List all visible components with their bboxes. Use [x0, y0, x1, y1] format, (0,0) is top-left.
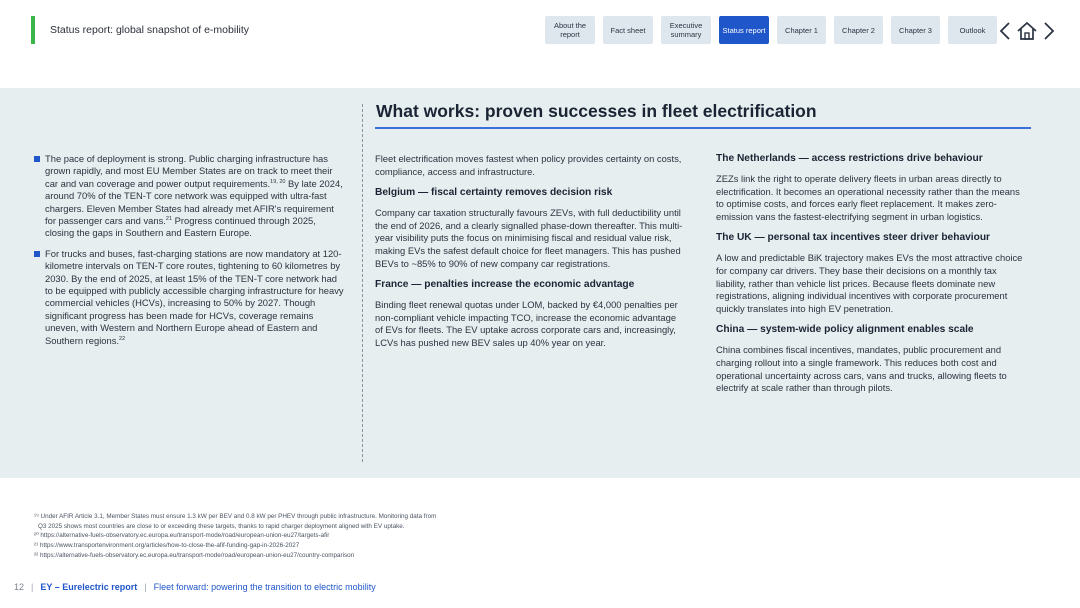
footnote-link[interactable]: ²¹ https://www.transportenvironment.org/articles/how-to-close-the-afif-funding-gap-in-2026-2027 — [34, 542, 300, 550]
nav-executive-summary[interactable]: Executive summary — [661, 16, 711, 44]
accent-bar — [31, 16, 35, 44]
page-heading: What works: proven successes in fleet electrification — [376, 101, 817, 121]
section-body-china: China combines fiscal incentives, mandates, public procurement and charging rollout into a single framework. This reduces both cost and operational uncertainty across cars, vans and trucks, allowing fleets to electrify at scale rather than through pilots. — [716, 344, 1007, 394]
chevron-right-icon[interactable] — [1042, 20, 1056, 42]
section-body-uk: A low and predictable BiK trajectory makes EVs the most attractive choice for company car drivers. They base their decisions on a monthly tax liability, rather than vehicle list prices. Because fleets dominate new registrations, aligning individual incentives with corporate procurement quickly translates into high EV penetration. — [716, 252, 1023, 314]
middle-column — [375, 153, 683, 359]
footer-subtitle: Fleet forward: powering the transition to electric mobility — [153, 582, 376, 592]
footnotes — [34, 513, 524, 562]
nav-fact-sheet[interactable]: Fact sheet — [603, 16, 653, 44]
nav-chapter-3[interactable]: Chapter 3 — [891, 16, 940, 44]
section-body-france: Binding fleet renewal quotas under LOM, backed by €4,000 penalties per non-compliant vehicle impacting TCO, increase the economic advantage of EVs for fleets. The EV uptake across corporate cars and, increasingly, LCVs has pushed new BEV sales up 40% year on year. — [375, 299, 678, 348]
page-header — [0, 0, 1080, 66]
section-title-uk: The UK — personal tax incentives steer driver behaviour — [716, 232, 991, 244]
nav-chapter-2[interactable]: Chapter 2 — [834, 16, 883, 44]
nav-status-report[interactable]: Status report — [719, 16, 769, 44]
section-body-netherlands: ZEZs link the right to operate delivery fleets in urban areas directly to electrification. It becomes an operational necessity rather than the means to optimise costs, and forces early fleet replacement. It makes zero-emission vans the fastest-electrifying segment in urban logistics. — [716, 173, 1020, 222]
footer-separator: | — [31, 582, 34, 592]
intro-paragraph: Fleet electrification moves fastest when policy provides certainty on costs, compliance, access and infrastructure. — [375, 153, 682, 177]
bullet-square-icon — [34, 156, 40, 162]
section-title-netherlands: The Netherlands — access restrictions drive behaviour — [716, 153, 983, 164]
nav-about-the-report[interactable]: About the report — [545, 16, 595, 44]
document-title: Status report: global snapshot of e-mobility — [50, 24, 250, 36]
footnote-link[interactable]: ²⁰ https://alternative-fuels-observatory.ec.europa.eu/transport-mode/road/european-union-eu27/targets-afir — [34, 532, 330, 540]
page-footer — [14, 582, 376, 592]
nav-outlook[interactable]: Outlook — [948, 16, 997, 44]
heading-underline — [375, 127, 1031, 129]
footer-brand: EY – Eurelectric report — [40, 582, 138, 592]
section-body-belgium: Company car taxation structurally favours ZEVs, with full deductibility until the end of 2026, and a clearly signalled phase-down thereafter. This multi-year visibility puts the focus on minimising fiscal and residual value risk, making EVs the safest default choice for fleet managers. This has pushed BEVs to ~85% to 90% of new company car registrations. — [375, 207, 683, 269]
nav-chapter-1[interactable]: Chapter 1 — [777, 16, 826, 44]
bullet-square-icon — [34, 251, 40, 257]
bullet-list — [34, 153, 344, 355]
footnote: Q3 2025 shows most countries are close to or exceeding these targets, thanks to rapid charger deployment aligned with EV uptake. — [38, 522, 405, 530]
chevron-left-icon[interactable] — [998, 20, 1012, 42]
section-title-china: China — system-wide policy alignment enables scale — [716, 324, 974, 336]
section-title-france: France — penalties increase the economic advantage — [375, 279, 635, 291]
page-number: 12 — [14, 582, 25, 592]
column-divider — [362, 104, 363, 462]
list-item: For trucks and buses, fast-charging stations are now mandatory at 120-kilometre intervals on TEN-T core routes, tightening to 60 kilometres by 2030. By the end of 2025, at least 15% of the TEN-T core network had to be equipped with publicly accessible charging infrastructure for heavy commercial vehicles (HCVs), increasing to 50% by 2027. Though significant progress has been made for HCVs, coverage remains uneven, with Western and Northern Europe ahead of Eastern and Southern regions.$^{22}$ — [34, 248, 344, 347]
list-item: The pace of deployment is strong. Public charging infrastructure has grown rapidly, and most EU Member States are on track to meet their car and van coverage and power output requirements.$^{19, 20}$ By late 2024, around 70% of the TEN-T core network was equipped with ultra-fast chargers. Eleven Member States had already met AFIR's requirement for passenger cars and vans.$^{21}$ Progress continued through 2025, closing the gaps in Southern and Eastern Europe. — [34, 153, 344, 240]
section-title-belgium: Belgium — fiscal certainty removes decision risk — [375, 187, 613, 199]
right-column — [716, 153, 1028, 404]
chapter-nav — [545, 16, 997, 44]
footnote: ¹⁹ Under AFIR Article 3.1, Member States must ensure 1.3 kW per BEV and 0.8 kW per PHEV through public infrastructure. Monitoring data from — [34, 513, 437, 520]
footnote-link[interactable]: ²² https://alternative-fuels-observatory.ec.europa.eu/transport-mode/road/european-union-eu27/country-comparison — [34, 551, 355, 559]
footer-separator: | — [144, 582, 147, 592]
home-icon[interactable] — [1016, 20, 1038, 42]
